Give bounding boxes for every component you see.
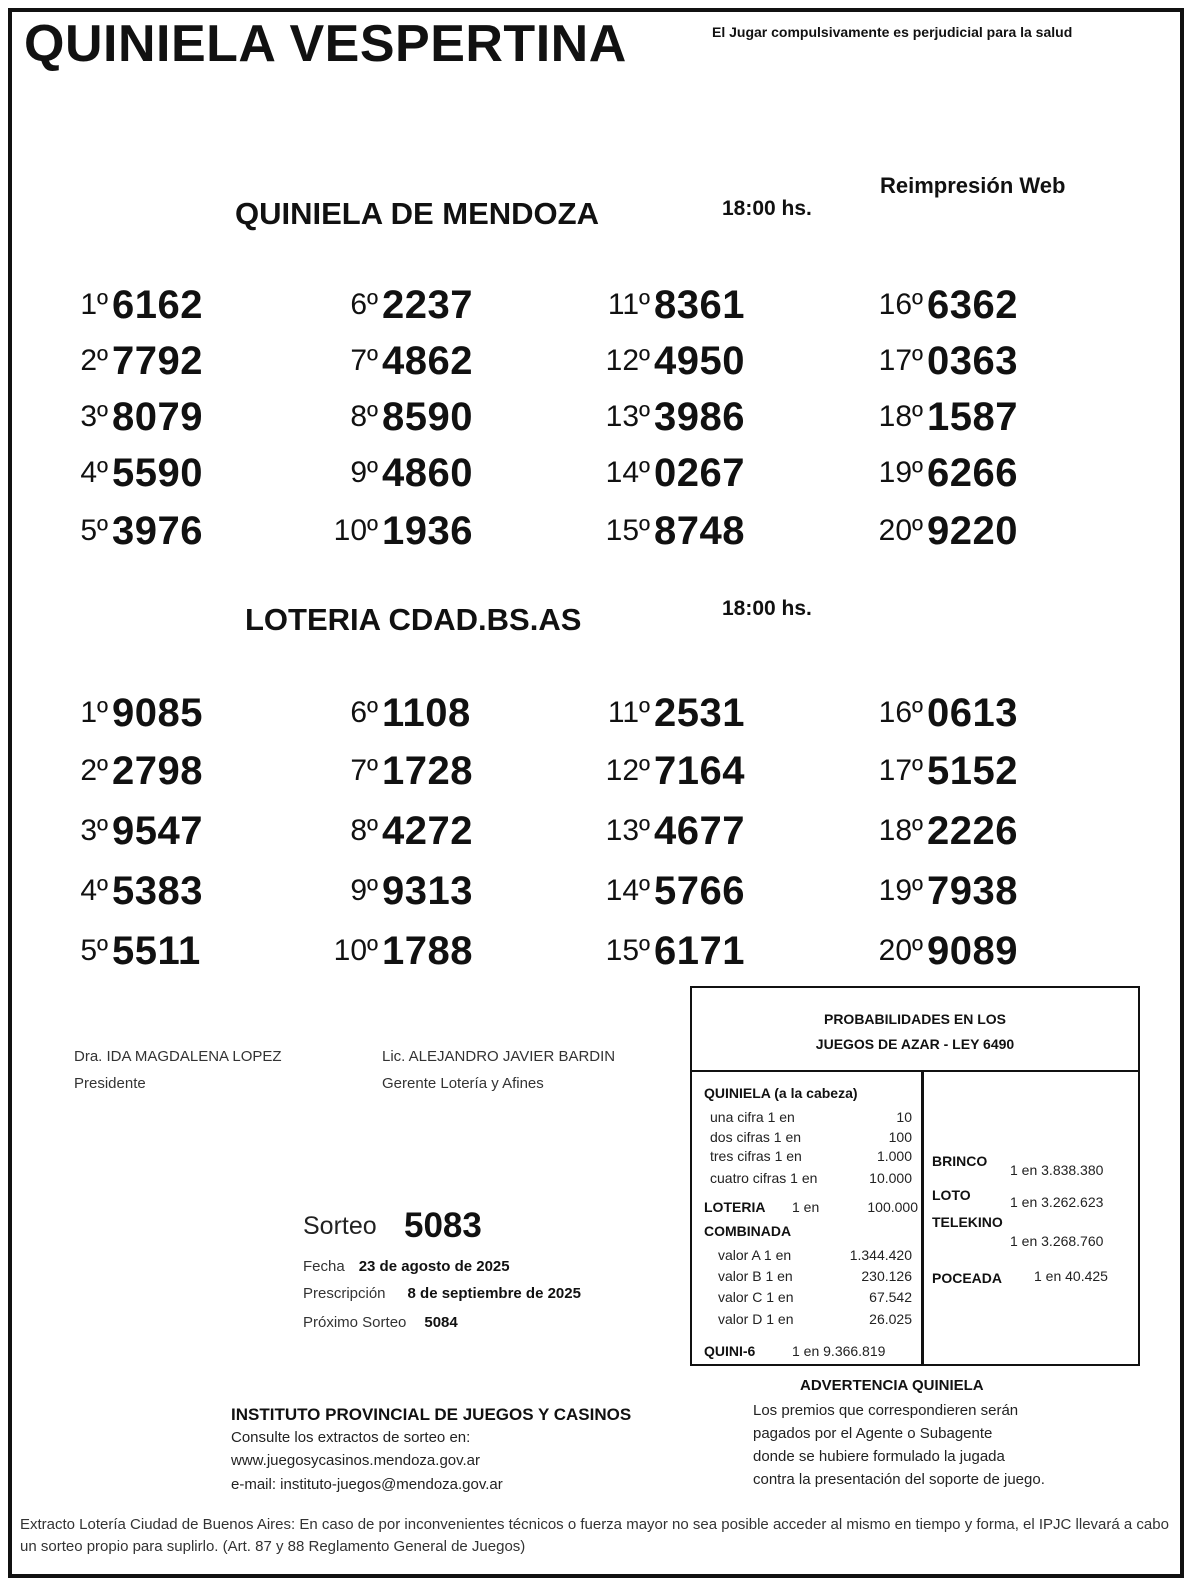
odds-value: 67.542 [869, 1289, 912, 1305]
result-cell [582, 496, 822, 554]
result-cell [582, 796, 822, 854]
result-position: 11º [607, 288, 650, 321]
result-cell [40, 916, 280, 974]
result-position: 3º [80, 400, 108, 433]
combinada-odds-title: COMBINADA [704, 1223, 792, 1239]
result-number: 1728 [382, 749, 473, 793]
odds-label: una cifra 1 en [710, 1109, 795, 1125]
brinco-odds-label: BRINCO [932, 1153, 988, 1169]
result-position: 7º [350, 344, 378, 377]
draw-expiry-label: Prescripción [303, 1285, 386, 1302]
result-number: 9085 [112, 691, 203, 735]
result-cell [40, 270, 280, 328]
health-warning: El Jugar compulsivamente es perjudicial para la salud [712, 24, 1073, 40]
result-position: 8º [350, 814, 378, 847]
result-position: 16º [878, 696, 923, 729]
result-cell [582, 856, 822, 914]
result-position: 14º [605, 874, 650, 907]
result-cell [855, 856, 1095, 914]
result-cell [310, 856, 550, 914]
result-position: 15º [605, 514, 650, 547]
draw-date-label: Fecha [303, 1258, 345, 1275]
quini6-odds-label: QUINI-6 [704, 1343, 756, 1359]
result-cell [310, 736, 550, 794]
result-position: 2º [80, 344, 108, 377]
section-title-loteria: LOTERIA CDAD.BS.AS [245, 602, 582, 637]
result-number: 5383 [112, 869, 203, 913]
result-number: 1108 [382, 691, 471, 735]
result-cell [310, 438, 550, 496]
footer-disclaimer: Extracto Lotería Ciudad de Buenos Aires: En caso de por inconvenientes técnicos o fuerza mayor no sea posible acceder al mismo en tiempo y forma, el IPJC llevará a cabo un sorteo propio para suplirlo. (Art. 87 y 88 Reglamento General de Juegos) [20, 1516, 1169, 1555]
result-position: 1º [80, 288, 108, 321]
draw-expiry [303, 1285, 581, 1302]
odds-value: 10.000 [869, 1170, 912, 1186]
result-number: 5766 [654, 869, 745, 913]
result-position: 19º [878, 874, 923, 907]
result-cell [582, 678, 822, 736]
result-position: 14º [605, 456, 650, 489]
result-cell [855, 796, 1095, 854]
result-number: 8361 [654, 283, 745, 327]
draw-number: 5083 [404, 1206, 482, 1245]
odds-value: 100 [888, 1129, 912, 1145]
loto-odds-label: LOTO [932, 1187, 971, 1203]
probabilities-header-line1: PROBABILIDADES EN LOS [823, 1011, 1006, 1027]
result-position: 11º [607, 696, 650, 729]
result-position: 12º [605, 754, 650, 787]
result-cell [582, 382, 822, 440]
result-position: 6º [350, 288, 378, 321]
result-position: 12º [605, 344, 650, 377]
result-number: 9547 [112, 809, 203, 853]
result-cell [855, 438, 1095, 496]
result-position: 7º [350, 754, 378, 787]
result-cell [310, 916, 550, 974]
signature-role: Gerente Lotería y Afines [382, 1075, 544, 1092]
result-cell [582, 326, 822, 384]
result-number: 4950 [654, 339, 745, 383]
result-number: 4272 [382, 809, 473, 853]
signature-manager [382, 1043, 615, 1097]
result-number: 9313 [382, 869, 473, 913]
result-position: 15º [605, 934, 650, 967]
result-number: 0267 [654, 451, 745, 495]
telekino-odds-value: 1 en 3.268.760 [1010, 1233, 1104, 1249]
signature-role: Presidente [74, 1075, 146, 1092]
telekino-odds-label: TELEKINO [932, 1214, 1003, 1230]
result-cell [855, 736, 1095, 794]
result-number: 0613 [927, 691, 1018, 735]
result-number: 7792 [112, 339, 203, 383]
result-number: 8590 [382, 395, 473, 439]
result-cell [310, 678, 550, 736]
result-position: 9º [350, 874, 378, 907]
section-time-mendoza: 18:00 hs. [722, 197, 812, 220]
result-number: 4860 [382, 451, 473, 495]
signature-name: Lic. ALEJANDRO JAVIER BARDIN [382, 1048, 616, 1065]
institute-email[interactable]: e-mail: instituto-juegos@mendoza.gov.ar [231, 1476, 503, 1493]
draw-label: Sorteo [303, 1212, 377, 1240]
result-position: 5º [80, 934, 108, 967]
result-number: 2798 [112, 749, 203, 793]
result-number: 1788 [382, 929, 473, 973]
result-position: 9º [350, 456, 378, 489]
result-cell [40, 496, 280, 554]
result-cell [310, 270, 550, 328]
reprint-label: Reimpresión Web [880, 173, 1066, 198]
result-number: 6266 [927, 451, 1018, 495]
advertencia-title: ADVERTENCIA QUINIELA [800, 1377, 984, 1394]
result-cell [855, 916, 1095, 974]
signature-name: Dra. IDA MAGDALENA LOPEZ [74, 1048, 282, 1065]
odds-label: valor C 1 en [718, 1289, 794, 1305]
result-position: 16º [878, 288, 923, 321]
odds-value: 10 [896, 1109, 912, 1125]
result-cell [582, 916, 822, 974]
result-cell [310, 326, 550, 384]
result-cell [855, 678, 1095, 736]
result-position: 20º [878, 934, 923, 967]
institute-website[interactable]: www.juegosycasinos.mendoza.gov.ar [231, 1452, 481, 1469]
odds-label: dos cifras 1 en [710, 1129, 802, 1145]
result-cell [310, 796, 550, 854]
institute-title: INSTITUTO PROVINCIAL DE JUEGOS Y CASINOS [231, 1405, 632, 1424]
result-number: 5590 [112, 451, 203, 495]
result-position: 17º [878, 754, 923, 787]
brinco-odds-value: 1 en 3.838.380 [1010, 1162, 1104, 1178]
result-number: 1936 [382, 509, 473, 553]
result-position: 20º [878, 514, 923, 547]
result-position: 6º [350, 696, 378, 729]
result-cell [582, 270, 822, 328]
result-cell [855, 326, 1095, 384]
result-number: 9220 [927, 509, 1018, 553]
result-number: 7164 [654, 749, 745, 793]
result-cell [855, 382, 1095, 440]
loto-odds-value: 1 en 3.262.623 [1010, 1194, 1104, 1210]
result-position: 4º [80, 456, 108, 489]
odds-value: 230.126 [861, 1268, 912, 1284]
loteria-odds-label: LOTERIA [704, 1199, 766, 1215]
result-number: 4862 [382, 339, 473, 383]
section-title-mendoza: QUINIELA DE MENDOZA [235, 196, 599, 231]
advertencia-line: contra la presentación del soporte de juego. [753, 1471, 1045, 1488]
result-cell [40, 736, 280, 794]
result-position: 1º [80, 696, 108, 729]
loteria-odds-text: 1 en [792, 1199, 820, 1215]
next-draw-value: 5084 [424, 1314, 458, 1331]
odds-value: 1.344.420 [849, 1247, 912, 1263]
next-draw [303, 1314, 458, 1331]
probabilities-header-line2: JUEGOS DE AZAR - LEY 6490 [815, 1036, 1015, 1052]
result-number: 2531 [654, 691, 745, 735]
poceada-odds-label: POCEADA [932, 1270, 1003, 1286]
result-number: 6171 [654, 929, 745, 973]
result-position: 10º [333, 934, 378, 967]
result-position: 18º [878, 814, 923, 847]
result-number: 5152 [927, 749, 1018, 793]
institute-line: Consulte los extractos de sorteo en: [231, 1429, 471, 1446]
draw-date-value: 23 de agosto de 2025 [358, 1258, 510, 1275]
result-number: 6162 [112, 283, 203, 327]
result-number: 8079 [112, 395, 203, 439]
result-number: 2237 [382, 283, 473, 327]
advertencia-line: Los premios que correspondieren serán [753, 1402, 1019, 1419]
result-number: 3976 [112, 509, 203, 553]
result-number: 7938 [927, 869, 1018, 913]
result-cell [310, 382, 550, 440]
quini6-odds-value: 1 en 9.366.819 [792, 1343, 886, 1359]
result-number: 2226 [927, 809, 1018, 853]
result-position: 5º [80, 514, 108, 547]
result-position: 8º [350, 400, 378, 433]
next-draw-label: Próximo Sorteo [303, 1314, 407, 1331]
result-cell [40, 326, 280, 384]
result-position: 3º [80, 814, 108, 847]
result-number: 5511 [112, 929, 201, 973]
result-position: 10º [333, 514, 378, 547]
signature-president [74, 1043, 282, 1097]
odds-label: cuatro cifras 1 en [710, 1170, 818, 1186]
advertencia-line: donde se hubiere formulado la jugada [753, 1448, 1005, 1465]
result-number: 1587 [927, 395, 1018, 439]
result-number: 0363 [927, 339, 1018, 383]
result-position: 13º [605, 814, 650, 847]
result-cell [40, 796, 280, 854]
result-cell [40, 382, 280, 440]
result-position: 18º [878, 400, 923, 433]
odds-label: valor A 1 en [718, 1247, 792, 1263]
result-number: 4677 [654, 809, 745, 853]
result-position: 2º [80, 754, 108, 787]
result-cell [40, 678, 280, 736]
result-cell [310, 496, 550, 554]
result-position: 19º [878, 456, 923, 489]
result-number: 3986 [654, 395, 745, 439]
quiniela-odds-title: QUINIELA (a la cabeza) [704, 1085, 858, 1101]
result-number: 8748 [654, 509, 745, 553]
odds-value: 26.025 [869, 1311, 912, 1327]
result-number: 6362 [927, 283, 1018, 327]
odds-label: valor B 1 en [718, 1268, 793, 1284]
result-position: 13º [605, 400, 650, 433]
odds-value: 1.000 [876, 1148, 912, 1164]
odds-label: tres cifras 1 en [710, 1148, 802, 1164]
result-cell [855, 496, 1095, 554]
result-cell [582, 736, 822, 794]
loteria-odds-value: 100.000 [867, 1199, 918, 1215]
result-number: 9089 [927, 929, 1018, 973]
draw-date [303, 1258, 510, 1275]
odds-label: valor D 1 en [718, 1311, 794, 1327]
result-cell [40, 438, 280, 496]
poceada-odds-value: 1 en 40.425 [1034, 1268, 1108, 1284]
result-cell [582, 438, 822, 496]
main-title: QUINIELA VESPERTINA [24, 15, 627, 73]
draw-expiry-value: 8 de septiembre de 2025 [407, 1285, 581, 1302]
section-time-loteria: 18:00 hs. [722, 597, 812, 620]
result-position: 17º [878, 344, 923, 377]
result-position: 4º [80, 874, 108, 907]
probabilities-box [690, 986, 1140, 1366]
probabilities-header [692, 988, 1138, 1072]
result-cell [855, 270, 1095, 328]
advertencia-line: pagados por el Agente o Subagente [753, 1425, 993, 1442]
result-cell [40, 856, 280, 914]
